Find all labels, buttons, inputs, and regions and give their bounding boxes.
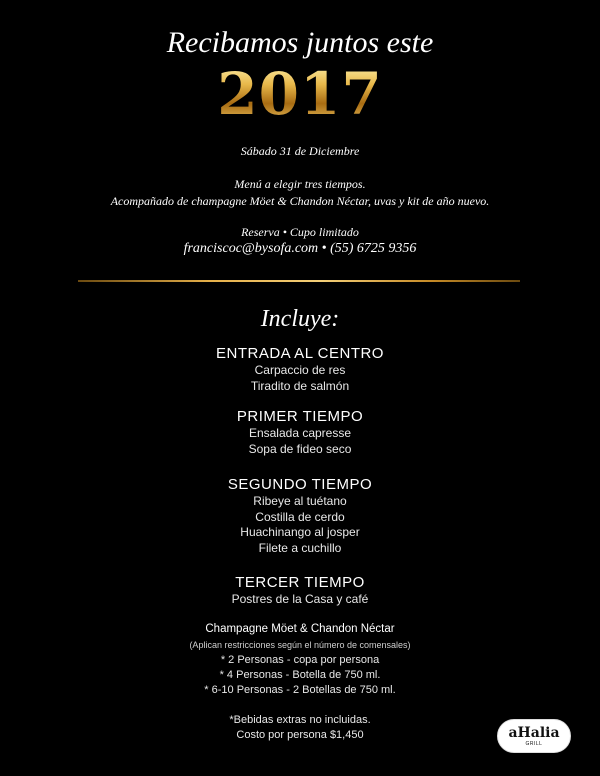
year-title: 2017 bbox=[0, 62, 600, 126]
champagne-option: * 6-10 Personas - 2 Botellas de 750 ml. bbox=[204, 684, 396, 696]
includes-title: Incluye: bbox=[260, 306, 340, 332]
contact-info: franciscoc@bysofa.com • (55) 6725 9356 bbox=[183, 241, 417, 256]
event-date: Sábado 31 de Diciembre bbox=[240, 144, 360, 158]
champagne-options bbox=[0, 653, 600, 698]
restaurant-logo bbox=[497, 719, 571, 753]
menu-item: Filete a cuchillo bbox=[258, 540, 342, 555]
gold-divider bbox=[78, 280, 520, 282]
section-tercer-tiempo bbox=[0, 574, 600, 608]
menu-item: Carpaccio de res bbox=[254, 363, 346, 377]
section-segundo-tiempo bbox=[0, 476, 600, 556]
menu-item: Postres de la Casa y café bbox=[231, 592, 369, 606]
champagne-title: Champagne Möet & Chandon Néctar bbox=[205, 623, 395, 635]
headline: Recibamos juntos este bbox=[166, 26, 434, 59]
menu-description-line2: Acompañado de champagne Möet & Chandon Néctar, uvas y kit de año nuevo. bbox=[110, 194, 490, 208]
price-per-person: Costo por persona $1,450 bbox=[236, 729, 364, 741]
section-title: ENTRADA AL CENTRO bbox=[216, 345, 384, 362]
section-entrada bbox=[0, 345, 600, 394]
menu-item: Sopa de fideo seco bbox=[248, 441, 352, 456]
section-primer-tiempo bbox=[0, 408, 600, 457]
menu-item: Ensalada capresse bbox=[248, 426, 352, 440]
menu-description-line1: Menú a elegir tres tiempos. bbox=[234, 177, 366, 191]
section-title: SEGUNDO TIEMPO bbox=[227, 476, 373, 493]
logo-subtitle: GRILL bbox=[525, 741, 543, 747]
menu-item: Costilla de cerdo bbox=[255, 509, 345, 524]
logo-name: aHalia bbox=[508, 725, 560, 741]
section-title: PRIMER TIEMPO bbox=[236, 408, 364, 425]
menu-item: Tiradito de salmón bbox=[250, 378, 350, 393]
champagne-option: * 2 Personas - copa por persona bbox=[220, 654, 380, 666]
section-title: TERCER TIEMPO bbox=[235, 574, 365, 591]
menu-item: Ribeye al tuétano bbox=[253, 494, 347, 508]
extras-note: *Bebidas extras no incluidas. bbox=[229, 714, 371, 726]
menu-item: Huachinango al josper bbox=[240, 525, 360, 540]
champagne-option: * 4 Personas - Botella de 750 ml. bbox=[219, 669, 381, 681]
reservation-note: Reserva • Cupo limitado bbox=[241, 225, 359, 239]
champagne-restrictions: (Aplican restricciones según el número de comensales) bbox=[189, 640, 411, 650]
